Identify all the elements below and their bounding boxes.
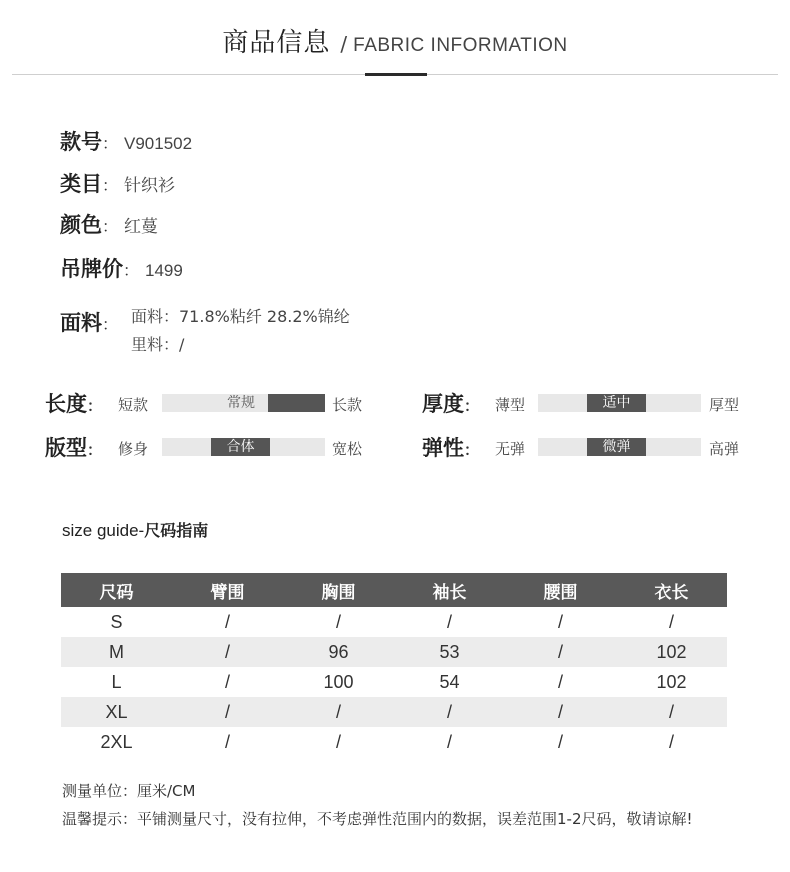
thickness-left-option: 薄型 [495,396,526,414]
prop-label-text: 长度 [45,392,87,416]
header-chest: 胸围 [283,573,394,607]
info-color [60,209,158,239]
fit-seg-1 [162,438,211,456]
fit-right-option: 宽松 [332,440,363,458]
elasticity-seg-1 [538,438,587,456]
cell-arm: / [224,611,230,632]
fit-left-option: 修身 [118,440,149,458]
cell-waist: / [557,671,563,692]
length-seg-2: 常规 [227,395,255,411]
cell-sleeve: 53 [394,637,505,667]
thickness-scale [538,394,701,412]
header-size: 尺码 [61,573,172,607]
table-row [61,697,727,727]
prop-fit-label [45,432,102,462]
cell-length: / [668,731,674,752]
cell-arm: / [172,697,283,727]
table-row [61,637,727,667]
info-label: 款号 [60,130,102,154]
elasticity-seg-3 [646,438,701,456]
thickness-seg-3 [646,394,701,412]
table-row [61,727,727,757]
fabric-outer-line: 面料：71.8%粘纤 28.2%锦纶 [131,307,350,326]
length-right-option: 长款 [332,396,363,414]
length-seg-3-selected [268,394,325,412]
info-label: 颜色 [60,213,102,237]
prop-label-text: 版型 [45,436,87,460]
elasticity-left-option: 无弹 [495,440,526,458]
info-value: 针织衫 [124,176,176,195]
cell-sleeve: / [446,611,452,632]
cell-arm: / [172,637,283,667]
length-scale [162,394,325,412]
header-length: 衣长 [616,573,727,607]
cell-length: 102 [616,637,727,667]
header-arm: 臂围 [172,573,283,607]
size-table-header-row [61,573,727,607]
prop-label-text: 弹性 [422,436,464,460]
info-colon: ： [102,134,119,153]
cell-size: L [111,671,122,692]
cell-length: 102 [656,671,687,692]
cell-sleeve: 54 [439,671,460,692]
prop-colon: ： [87,397,103,415]
elasticity-scale [538,438,701,456]
info-category [60,168,175,198]
info-value: 1499 [145,261,183,280]
info-colon: ： [102,176,119,195]
cell-size: XL [61,697,172,727]
fit-seg-3 [270,438,325,456]
header-accent-mark [365,73,427,76]
header-sleeve: 袖长 [394,573,505,607]
fit-scale [162,438,325,456]
elasticity-seg-2-selected: 微弹 [587,438,646,456]
length-seg-1 [162,394,214,412]
info-label: 吊牌价 [60,257,123,281]
fit-seg-2-selected: 合体 [211,438,270,456]
table-row [61,667,727,697]
fabric-lining-line: 里料：/ [131,335,185,354]
prop-length-label [45,388,102,418]
cell-size: 2XL [100,731,133,752]
thickness-seg-2-selected: 适中 [587,394,646,412]
info-style-no [60,126,192,156]
elasticity-right-option: 高弹 [709,440,740,458]
warm-tip-note: 温馨提示：平铺测量尺寸，没有拉伸，不考虑弹性范围内的数据，误差范围1-2尺码，敬请谅解! [62,810,693,828]
cell-waist: / [505,637,616,667]
cell-chest: / [335,731,341,752]
prop-label-text: 厚度 [422,392,464,416]
cell-chest: 96 [283,637,394,667]
length-left-option: 短款 [118,396,149,414]
cell-waist: / [557,731,563,752]
info-colon: ： [102,315,119,334]
info-colon: ： [102,217,119,236]
cell-sleeve: / [394,697,505,727]
prop-colon: ： [464,441,480,459]
info-colon: ： [123,261,140,280]
cell-waist: / [505,697,616,727]
cell-arm: / [224,731,230,752]
info-value: V901502 [124,134,193,153]
measurement-unit-note: 测量单位：厘米/CM [62,782,196,800]
cell-sleeve: / [446,731,452,752]
title-separator: / [340,32,348,56]
prop-thickness-label [422,388,479,418]
header-waist: 腰围 [505,573,616,607]
cell-length: / [668,611,674,632]
info-label: 类目 [60,172,102,196]
info-fabric [60,307,124,337]
table-row [61,607,727,637]
prop-colon: ： [87,441,103,459]
info-tag-price [60,253,183,283]
cell-size: M [61,637,172,667]
cell-chest: 100 [323,671,354,692]
title-english: FABRIC INFORMATION [353,35,568,56]
title-chinese: 商品信息 [222,28,331,58]
cell-waist: / [557,611,563,632]
info-label: 面料 [60,311,102,335]
size-guide-title-en: size guide- [62,521,145,540]
thickness-seg-1 [538,394,587,412]
prop-elasticity-label [422,432,479,462]
info-value: 红蔓 [124,217,159,236]
cell-size: S [110,611,123,632]
cell-chest: / [335,611,341,632]
cell-arm: / [224,671,230,692]
size-guide-title-cn: 尺码指南 [144,521,209,540]
thickness-right-option: 厚型 [709,396,740,414]
cell-length: / [616,697,727,727]
size-table [61,573,727,757]
prop-colon: ： [464,397,480,415]
page-title [0,22,790,59]
cell-chest: / [283,697,394,727]
size-guide-title [62,518,208,541]
